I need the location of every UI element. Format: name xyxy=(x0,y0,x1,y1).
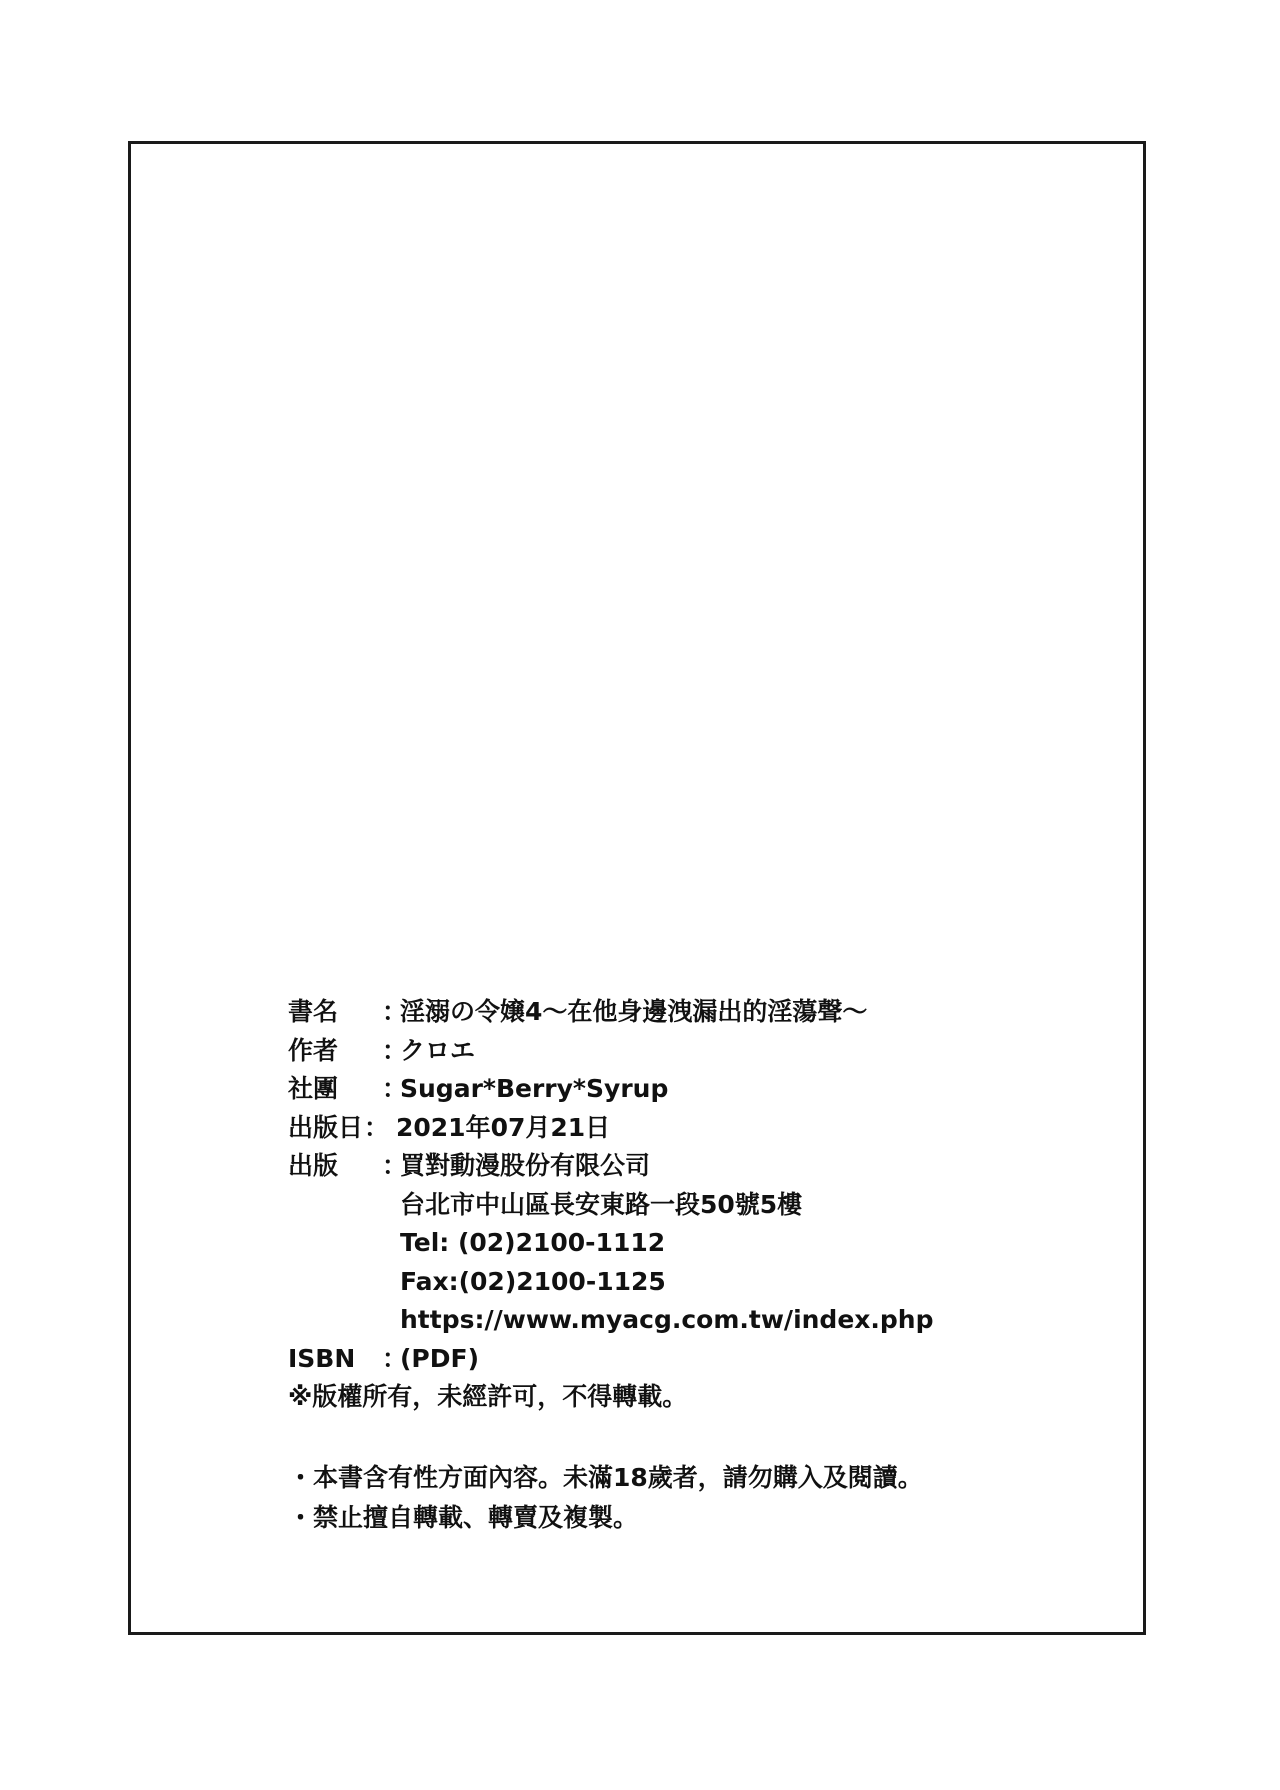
publisher-colon: ： xyxy=(382,1151,408,1180)
publisher-label: 出版 xyxy=(288,1151,339,1180)
colophon-row-isbn xyxy=(288,1340,1068,1379)
colophon-row-circle xyxy=(288,1070,1068,1109)
notices-block xyxy=(288,1458,923,1538)
title-value: 淫溺の令嬢4～在他身邊洩漏出的淫蕩聲～ xyxy=(400,997,868,1026)
author-colon: ： xyxy=(382,1035,408,1065)
isbn-value: (PDF) xyxy=(400,1343,480,1373)
copyright-notice: ※版權所有，未經許可，不得轉載。 xyxy=(288,1382,688,1411)
colophon-row-publisher xyxy=(288,1147,1068,1186)
author-value: クロエ xyxy=(400,1035,476,1065)
publisher-url: https://www.myacg.com.tw/index.php xyxy=(400,1305,934,1334)
author-label: 作者 xyxy=(288,1035,339,1065)
colophon-row-url xyxy=(288,1301,1068,1340)
date-colon: ： xyxy=(364,1112,390,1142)
isbn-colon: ： xyxy=(382,1343,408,1373)
circle-colon: ： xyxy=(382,1074,408,1103)
date-label: 出版日 xyxy=(288,1112,364,1142)
publisher-address: 台北市中山區長安東路一段50號5樓 xyxy=(400,1189,803,1219)
date-value: 2021年07月21日 xyxy=(396,1112,611,1142)
circle-value: Sugar*Berry*Syrup xyxy=(400,1074,669,1103)
colophon-row-copyright xyxy=(288,1378,1068,1417)
notice-no-reproduction: ・禁止擅自轉載、轉賣及複製。 xyxy=(288,1503,639,1532)
circle-label: 社團 xyxy=(288,1074,339,1103)
publisher-tel: Tel: (02)2100-1112 xyxy=(400,1228,666,1257)
publisher-value: 買對動漫股份有限公司 xyxy=(400,1151,651,1180)
colophon-row-date xyxy=(288,1109,1068,1148)
title-colon: ： xyxy=(382,997,408,1026)
colophon-block xyxy=(288,993,1068,1417)
isbn-label: ISBN xyxy=(288,1343,356,1373)
notice-age-restriction: ・本書含有性方面內容。未滿18歲者，請勿購入及閱讀。 xyxy=(288,1463,923,1492)
colophon-row-author xyxy=(288,1032,1068,1071)
publisher-fax: Fax:(02)2100-1125 xyxy=(400,1266,666,1296)
title-label: 書名 xyxy=(288,997,339,1026)
colophon-row-tel xyxy=(288,1224,1068,1263)
colophon-row-title xyxy=(288,993,1068,1032)
colophon-row-fax xyxy=(288,1263,1068,1302)
colophon-row-address xyxy=(288,1186,1068,1225)
